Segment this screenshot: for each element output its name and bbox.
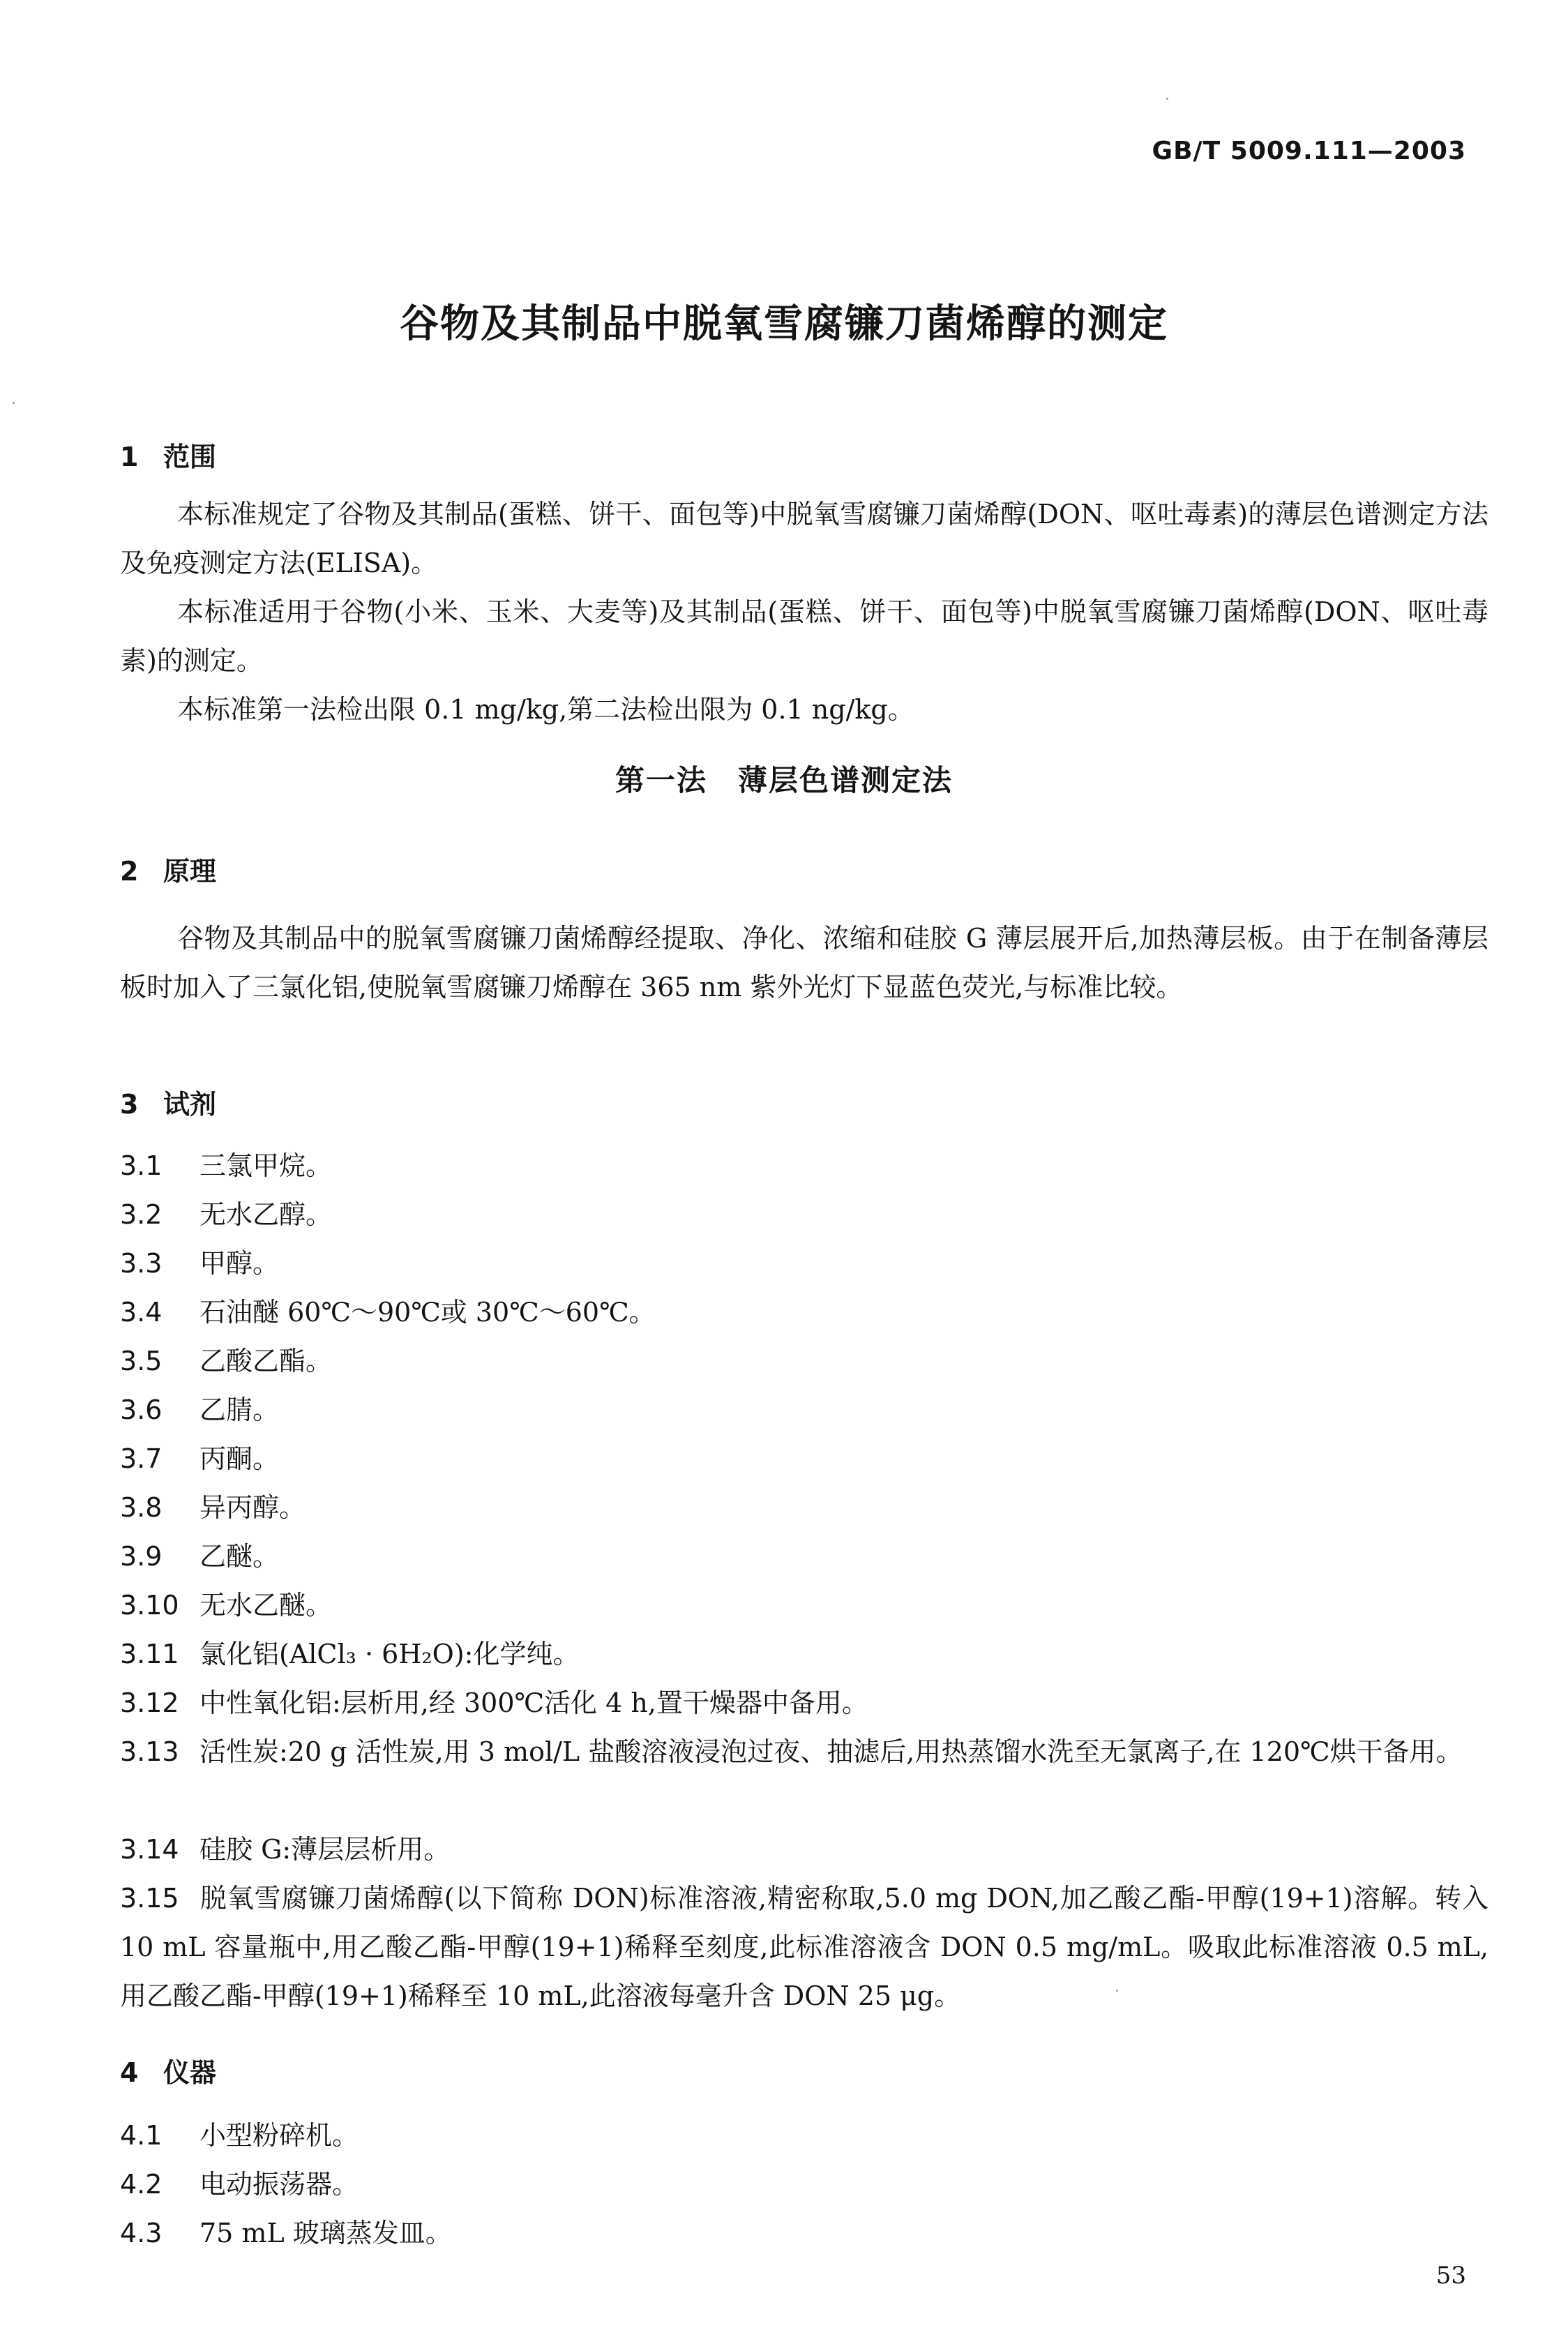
item-number: 3.6 [120, 1395, 163, 1425]
reagent-item [120, 1141, 1488, 1190]
item-number: 3.1 [120, 1150, 163, 1181]
item-number: 3.7 [120, 1443, 163, 1474]
reagent-item [120, 1483, 1488, 1532]
item-text: 无水乙醇。 [199, 1199, 333, 1230]
scope-paragraph-2: 本标准适用于谷物(小米、玉米、大麦等)及其制品(蛋糕、饼干、面包等)中脱氧雪腐镰刀菌烯醇(DON、呕吐毒素)的测定。 [120, 596, 1488, 676]
section-heading-scope [120, 435, 216, 474]
scan-speck [1166, 98, 1168, 100]
item-text: 电动振荡器。 [199, 2169, 359, 2200]
item-text: 无水乙醚。 [199, 1590, 333, 1621]
method-one-title: 第一法 薄层色谱测定法 [615, 763, 953, 797]
item-text: 活性炭:20 g 活性炭,用 3 mol/L 盐酸溶液浸泡过夜、抽滤后,用热蒸馏水洗至无氯离子,在 120℃烘干备用。 [199, 1736, 1463, 1767]
item-text: 小型粉碎机。 [199, 2120, 359, 2151]
item-text: 丙酮。 [199, 1443, 280, 1474]
item-number: 3.4 [120, 1297, 163, 1328]
item-number: 3.13 [120, 1736, 179, 1767]
principle-paragraph: 谷物及其制品中的脱氧雪腐镰刀菌烯醇经提取、净化、浓缩和硅胶 G 薄层展开后,加热薄层板。由于在制备薄层板时加入了三氯化铝,使脱氧雪腐镰刀烯醇在 365 nm 紫外光灯下显蓝色荧光,与标准比较。 [120, 923, 1488, 1002]
reagent-item [120, 1825, 1488, 1874]
reagent-item [120, 1678, 1488, 1727]
section-heading-reagents [120, 1083, 216, 1121]
item-number: 4.3 [120, 2218, 163, 2248]
reagent-item [120, 1874, 1488, 2020]
item-number: 3.15 [120, 1883, 179, 1914]
item-number: 3.10 [120, 1590, 179, 1621]
item-text: 三氯甲烷。 [199, 1150, 333, 1181]
item-number: 3.3 [120, 1248, 163, 1279]
reagent-item [120, 1385, 1488, 1434]
reagent-item [120, 1581, 1488, 1630]
item-text: 石油醚 60℃～90℃或 30℃～60℃。 [199, 1297, 656, 1328]
section-title: 仪器 [163, 2057, 217, 2088]
section-title: 范围 [163, 442, 217, 472]
instrument-item [120, 2209, 1488, 2257]
section-number: 4 [120, 2057, 139, 2088]
reagent-item [120, 1630, 1488, 1678]
item-text: 异丙醇。 [199, 1492, 306, 1523]
section-number: 2 [120, 856, 139, 887]
item-text: 氯化铝(AlCl₃ · 6H₂O):化学纯。 [199, 1639, 580, 1669]
item-text: 甲醇。 [199, 1248, 280, 1279]
item-text: 硅胶 G:薄层层析用。 [199, 1834, 451, 1865]
reagent-item [120, 1532, 1488, 1581]
item-text: 脱氧雪腐镰刀菌烯醇(以下简称 DON)标准溶液,精密称取,5.0 mg DON,加乙酸乙酯-甲醇(19+1)溶解。转入 10 mL 容量瓶中,用乙酸乙酯-甲醇(19+1)稀释至刻度,此标准溶液含 DON 0.5 mg/mL。吸取此标准溶液 0.5 mL,用乙酸乙酯-甲醇(19+1)稀释至 10 mL,此溶液每毫升含 DON 25 μg。 [120, 1883, 1488, 2011]
item-number: 3.12 [120, 1688, 179, 1718]
item-number: 3.5 [120, 1346, 163, 1376]
item-text: 乙腈。 [199, 1395, 280, 1425]
reagent-item [120, 1239, 1488, 1288]
instrument-item [120, 2160, 1488, 2209]
reagent-item [120, 1337, 1488, 1385]
section-title: 原理 [163, 856, 217, 887]
item-text: 乙酸乙酯。 [199, 1346, 333, 1376]
instrument-item [120, 2111, 1488, 2160]
scan-speck [13, 402, 15, 404]
item-text: 中性氧化铝:层析用,经 300℃活化 4 h,置干燥器中备用。 [199, 1688, 868, 1718]
standard-code: GB/T 5009.111—2003 [1152, 137, 1466, 165]
reagent-item [120, 1288, 1488, 1337]
item-text: 乙醚。 [199, 1541, 280, 1572]
item-number: 3.9 [120, 1541, 163, 1572]
item-number: 4.1 [120, 2120, 163, 2151]
item-number: 3.11 [120, 1639, 179, 1669]
item-number: 3.8 [120, 1492, 163, 1523]
section-heading-principle [120, 850, 216, 888]
document-title: 谷物及其制品中脱氧雪腐镰刀菌烯醇的测定 [400, 301, 1168, 347]
section-title: 试剂 [163, 1089, 217, 1120]
item-number: 4.2 [120, 2169, 163, 2200]
scope-paragraph-3: 本标准第一法检出限 0.1 mg/kg,第二法检出限为 0.1 ng/kg。 [177, 694, 914, 725]
section-number: 1 [120, 442, 139, 472]
reagent-item [120, 1190, 1488, 1239]
reagent-item [120, 1727, 1488, 1776]
item-number: 3.14 [120, 1834, 179, 1865]
item-text: 75 mL 玻璃蒸发皿。 [199, 2218, 452, 2248]
scan-speck [1116, 1990, 1118, 1992]
section-number: 3 [120, 1089, 139, 1120]
scope-paragraph-1: 本标准规定了谷物及其制品(蛋糕、饼干、面包等)中脱氧雪腐镰刀菌烯醇(DON、呕吐毒素)的薄层色谱测定方法及免疫测定方法(ELISA)。 [120, 499, 1488, 578]
page-number: 53 [1435, 2262, 1466, 2290]
reagent-item [120, 1434, 1488, 1483]
item-number: 3.2 [120, 1199, 163, 1230]
section-heading-instruments [120, 2051, 216, 2089]
